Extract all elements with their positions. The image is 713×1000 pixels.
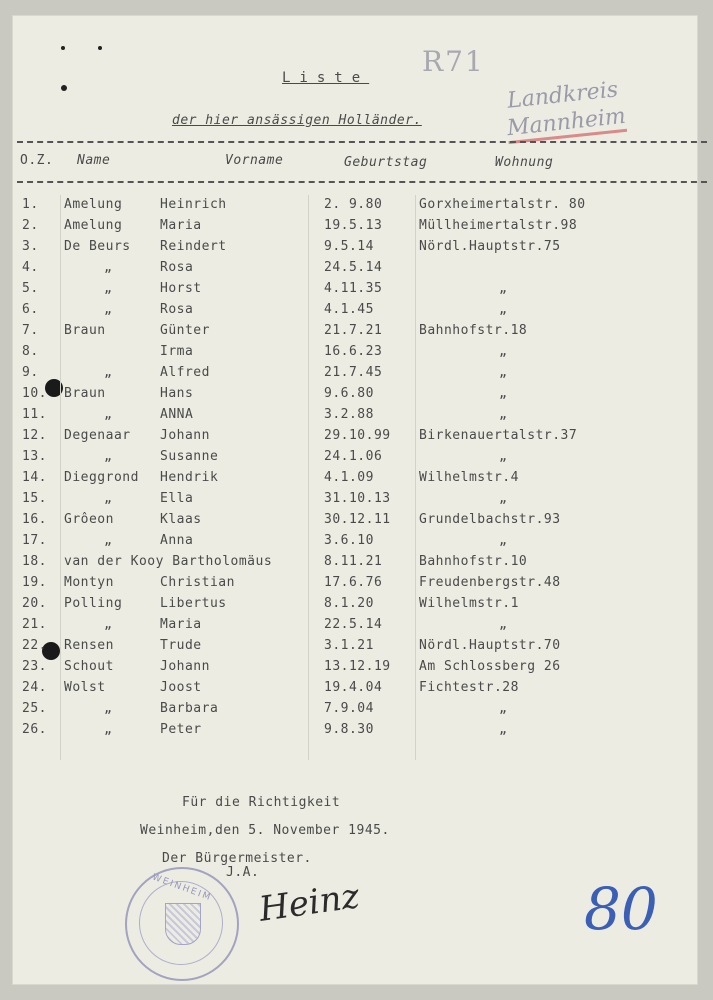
row-address: „	[499, 281, 508, 296]
row-birthdate: 4.1.09	[324, 470, 374, 485]
table-row	[12, 596, 698, 616]
table-row	[12, 428, 698, 448]
row-birthdate: 31.10.13	[324, 491, 391, 506]
table-row	[12, 386, 698, 406]
row-name: Wolst	[64, 680, 106, 695]
table-row	[12, 260, 698, 280]
row-address: „	[499, 302, 508, 317]
row-number: 17.	[22, 533, 47, 548]
column-header-name: Name	[77, 153, 111, 168]
row-birthdate: 16.6.23	[324, 344, 383, 359]
row-number: 13.	[22, 449, 47, 464]
signature: Heinz	[256, 876, 362, 930]
row-birthdate: 22.5.14	[324, 617, 383, 632]
row-address: „	[499, 344, 508, 359]
row-number: 4.	[22, 260, 39, 275]
table-row	[12, 218, 698, 238]
table-row	[12, 344, 698, 364]
table-row	[12, 659, 698, 679]
row-first-name: Ella	[160, 491, 194, 506]
row-name: Rensen	[64, 638, 114, 653]
row-address: Nördl.Hauptstr.75	[419, 239, 561, 254]
row-name: „	[104, 491, 113, 506]
row-first-name: Libertus	[160, 596, 227, 611]
column-header-vorname: Vorname	[225, 153, 284, 168]
row-first-name: Maria	[160, 218, 202, 233]
row-address: Müllheimertalstr.98	[419, 218, 578, 233]
row-name: Montyn	[64, 575, 114, 590]
table-row	[12, 554, 698, 574]
place-date-line: Weinheim,den 5. November 1945.	[140, 823, 390, 838]
row-birthdate: 4.11.35	[324, 281, 383, 296]
page-title: Liste	[282, 70, 370, 86]
table-row	[12, 239, 698, 259]
row-birthdate: 17.6.76	[324, 575, 383, 590]
row-number: 14.	[22, 470, 47, 485]
page-subtitle: der hier ansässigen Holländer.	[172, 113, 422, 128]
row-number: 21.	[22, 617, 47, 632]
row-number: 15.	[22, 491, 47, 506]
row-name: „	[104, 260, 113, 275]
row-first-name: Joost	[160, 680, 202, 695]
row-number: 11.	[22, 407, 47, 422]
official-stamp	[125, 867, 239, 981]
table-row	[12, 638, 698, 658]
table-row	[12, 512, 698, 532]
stamp-text: WEINHEIM	[150, 872, 214, 904]
row-name: „	[104, 617, 113, 632]
row-number: 18.	[22, 554, 47, 569]
row-address: „	[499, 491, 508, 506]
row-first-name: Johann	[160, 659, 210, 674]
table-row	[12, 197, 698, 217]
row-address: Bahnhofstr.18	[419, 323, 528, 338]
table-row	[12, 701, 698, 721]
table-row	[12, 302, 698, 322]
row-birthdate: 8.11.21	[324, 554, 383, 569]
row-number: 3.	[22, 239, 39, 254]
header-rule-bottom	[17, 181, 707, 183]
row-address: „	[499, 617, 508, 632]
row-number: 24.	[22, 680, 47, 695]
row-birthdate: 8.1.20	[324, 596, 374, 611]
table-row	[12, 365, 698, 385]
row-birthdate: 3.2.88	[324, 407, 374, 422]
handwritten-note-line2: Mannheim	[506, 104, 627, 144]
row-first-name: Susanne	[160, 449, 219, 464]
row-number: 23.	[22, 659, 47, 674]
row-address: Fichtestr.28	[419, 680, 519, 695]
row-name: Amelung	[64, 197, 123, 212]
ja-line: J.A.	[226, 865, 260, 880]
row-birthdate: 24.1.06	[324, 449, 383, 464]
ink-dot	[98, 46, 102, 50]
row-birthdate: 9.5.14	[324, 239, 374, 254]
row-address: Nördl.Hauptstr.70	[419, 638, 561, 653]
row-name: van der Kooy Bartholomäus	[64, 554, 273, 569]
row-number: 10.	[22, 386, 47, 401]
table-row	[12, 575, 698, 595]
row-address: Birkenauertalstr.37	[419, 428, 578, 443]
header-rule-top	[17, 141, 707, 143]
row-birthdate: 7.9.04	[324, 701, 374, 716]
row-number: 8.	[22, 344, 39, 359]
row-birthdate: 21.7.45	[324, 365, 383, 380]
row-birthdate: 3.1.21	[324, 638, 374, 653]
column-header-geburtstag: Geburtstag	[344, 155, 428, 170]
row-name: „	[104, 281, 113, 296]
row-first-name: Trude	[160, 638, 202, 653]
row-first-name: Peter	[160, 722, 202, 737]
row-first-name: Anna	[160, 533, 194, 548]
row-address: Wilhelmstr.1	[419, 596, 519, 611]
row-birthdate: 2. 9.80	[324, 197, 383, 212]
row-first-name: Irma	[160, 344, 194, 359]
table-row	[12, 680, 698, 700]
table-row	[12, 722, 698, 742]
row-name: „	[104, 449, 113, 464]
row-address: „	[499, 407, 508, 422]
row-address: Wilhelmstr.4	[419, 470, 519, 485]
row-address: „	[499, 722, 508, 737]
row-number: 2.	[22, 218, 39, 233]
row-number: 12.	[22, 428, 47, 443]
column-header-oz: O.Z.	[20, 153, 54, 168]
row-first-name: Klaas	[160, 512, 202, 527]
row-first-name: Barbara	[160, 701, 219, 716]
ink-dot	[61, 46, 65, 50]
row-first-name: Reindert	[160, 239, 227, 254]
row-address: Gorxheimertalstr. 80	[419, 197, 586, 212]
table-row	[12, 323, 698, 343]
row-name: Braun	[64, 323, 106, 338]
row-first-name: Maria	[160, 617, 202, 632]
row-first-name: Hendrik	[160, 470, 219, 485]
table-row	[12, 617, 698, 637]
mayor-line: Der Bürgermeister.	[162, 851, 312, 866]
row-birthdate: 24.5.14	[324, 260, 383, 275]
table-row	[12, 281, 698, 301]
row-first-name: Heinrich	[160, 197, 227, 212]
row-birthdate: 19.4.04	[324, 680, 383, 695]
row-number: 9.	[22, 365, 39, 380]
row-name: „	[104, 365, 113, 380]
ink-dot	[61, 85, 67, 91]
row-first-name: ANNA	[160, 407, 194, 422]
table-row	[12, 449, 698, 469]
row-number: 5.	[22, 281, 39, 296]
row-address: „	[499, 365, 508, 380]
row-first-name: Günter	[160, 323, 210, 338]
row-name: „	[104, 701, 113, 716]
row-number: 26.	[22, 722, 47, 737]
row-number: 1.	[22, 197, 39, 212]
row-number: 6.	[22, 302, 39, 317]
handwritten-note-line1: Landkreis	[505, 77, 620, 114]
row-address: „	[499, 533, 508, 548]
row-name: „	[104, 302, 113, 317]
table-row	[12, 533, 698, 553]
column-header-wohnung: Wohnung	[495, 155, 554, 170]
row-name: „	[104, 722, 113, 737]
row-first-name: Rosa	[160, 302, 194, 317]
row-birthdate: 30.12.11	[324, 512, 391, 527]
row-address: „	[499, 701, 508, 716]
row-name: Schout	[64, 659, 114, 674]
row-first-name: Rosa	[160, 260, 194, 275]
row-address: „	[499, 386, 508, 401]
row-name: Polling	[64, 596, 123, 611]
row-number: 16.	[22, 512, 47, 527]
row-number: 7.	[22, 323, 39, 338]
row-birthdate: 21.7.21	[324, 323, 383, 338]
row-birthdate: 9.6.80	[324, 386, 374, 401]
pencil-note: R71	[422, 45, 485, 78]
row-number: 25.	[22, 701, 47, 716]
stamp-emblem-icon	[165, 903, 201, 945]
certification-line: Für die Richtigkeit	[182, 795, 341, 810]
row-birthdate: 9.8.30	[324, 722, 374, 737]
row-name: Braun	[64, 386, 106, 401]
row-number: 20.	[22, 596, 47, 611]
table-row	[12, 470, 698, 490]
row-birthdate: 4.1.45	[324, 302, 374, 317]
row-first-name: Alfred	[160, 365, 210, 380]
row-address: Freudenbergstr.48	[419, 575, 561, 590]
row-name: „	[104, 407, 113, 422]
row-birthdate: 3.6.10	[324, 533, 374, 548]
row-birthdate: 13.12.19	[324, 659, 391, 674]
row-birthdate: 19.5.13	[324, 218, 383, 233]
row-name: Dieggrond	[64, 470, 139, 485]
row-number: 22.	[22, 638, 47, 653]
row-name: Grôeon	[64, 512, 114, 527]
row-birthdate: 29.10.99	[324, 428, 391, 443]
row-address: Grundelbachstr.93	[419, 512, 561, 527]
table-row	[12, 407, 698, 427]
row-name: De Beurs	[64, 239, 131, 254]
table-row	[12, 491, 698, 511]
blue-archive-number: 80	[584, 875, 658, 943]
row-name: „	[104, 533, 113, 548]
row-name: Degenaar	[64, 428, 131, 443]
row-first-name: Christian	[160, 575, 235, 590]
row-address: Bahnhofstr.10	[419, 554, 528, 569]
row-number: 19.	[22, 575, 47, 590]
row-first-name: Hans	[160, 386, 194, 401]
row-first-name: Horst	[160, 281, 202, 296]
row-name: Amelung	[64, 218, 123, 233]
row-first-name: Johann	[160, 428, 210, 443]
row-address: „	[499, 449, 508, 464]
row-address: Am Schlossberg 26	[419, 659, 561, 674]
document-sheet	[12, 15, 698, 985]
